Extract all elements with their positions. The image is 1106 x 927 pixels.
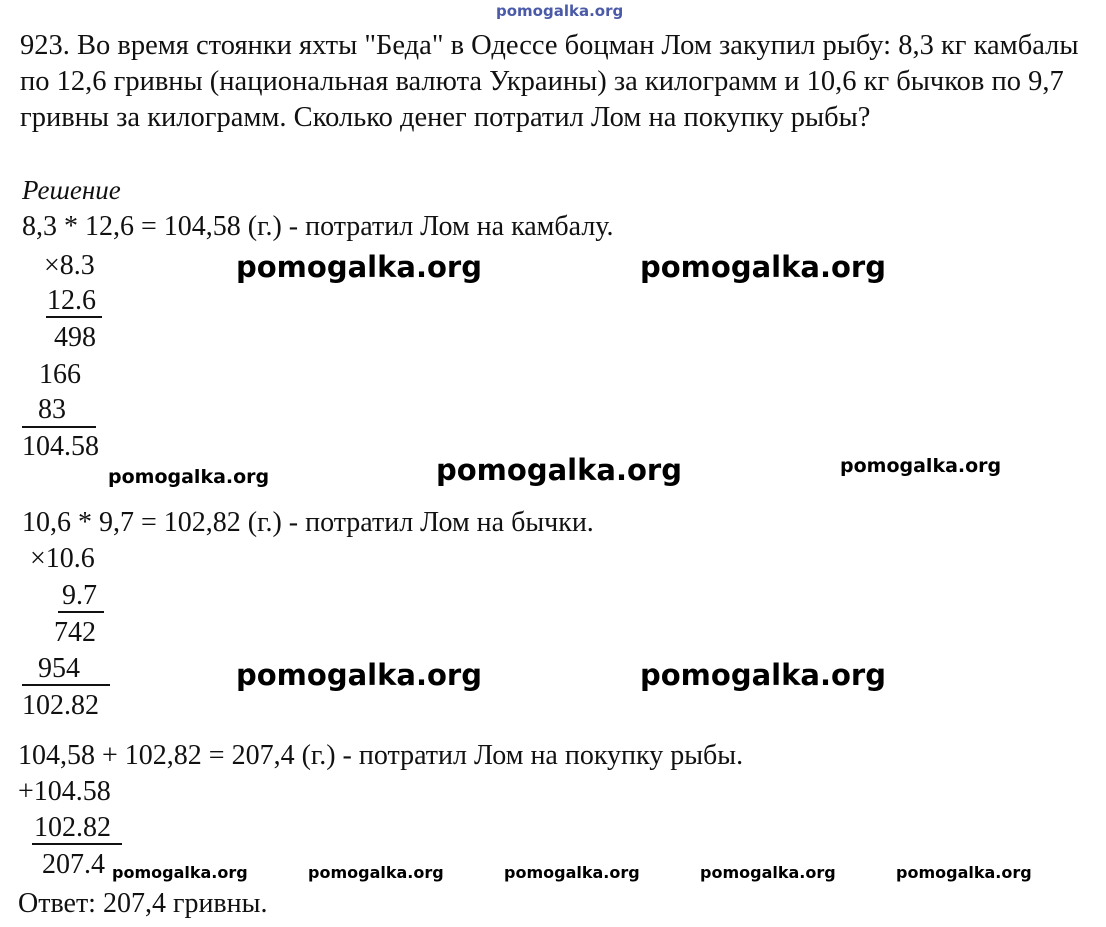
equation-1: 8,3 * 12,6 = 104,58 (г.) - потратил Лом на камбалу. (22, 211, 614, 242)
mult2-factor-a: ×10.6 (30, 543, 95, 574)
mult2-result: 102.82 (22, 690, 99, 721)
watermark: pomogalka.org (236, 250, 482, 284)
mult2-factor-b: 9.7 (62, 580, 97, 611)
mult1-result: 104.58 (22, 431, 99, 462)
watermark: pomogalka.org (640, 250, 886, 284)
add-term-b: 102.82 (34, 812, 111, 843)
watermark: pomogalka.org (236, 658, 482, 692)
watermark: pomogalka.org (840, 455, 1002, 477)
solution-heading: Решение (22, 175, 121, 205)
mult2-line-1 (58, 611, 104, 613)
equation-2: 10,6 * 9,7 = 102,82 (г.) - потратил Лом на бычки. (22, 507, 594, 538)
mult1-factor-b: 12.6 (47, 285, 96, 316)
watermark: pomogalka.org (436, 453, 682, 487)
mult2-line-2 (22, 684, 110, 686)
add-term-a: +104.58 (18, 776, 111, 807)
watermark: pomogalka.org (640, 658, 886, 692)
watermark: pomogalka.org (896, 863, 1032, 882)
mult2-partial-2: 954 (38, 653, 80, 684)
watermark: pomogalka.org (700, 863, 836, 882)
mult1-factor-a: ×8.3 (44, 250, 95, 281)
watermark: pomogalka.org (504, 863, 640, 882)
watermark: pomogalka.org (308, 863, 444, 882)
watermark: pomogalka.org (108, 466, 270, 488)
mult1-line-1 (46, 316, 102, 318)
mult1-partial-1: 498 (54, 322, 96, 353)
watermark: pomogalka.org (112, 863, 248, 882)
mult1-partial-2: 166 (39, 359, 81, 390)
mult1-partial-3: 83 (38, 394, 66, 425)
problem-text: 923. Во время стоянки яхты "Беда" в Одессе боцман Лом закупил рыбу: 8,3 кг камбалы по 12,6 гривны (национальная валюта Украины) за килограмм и 10,6 кг бычков по 9,7 гривны за килограмм. Сколько денег потратил Лом на покупку рыбы? (20, 30, 1079, 133)
equation-3: 104,58 + 102,82 = 207,4 (г.) - потратил Лом на покупку рыбы. (18, 740, 744, 771)
watermark-top: pomogalka.org (496, 2, 624, 20)
mult1-line-2 (22, 426, 96, 428)
answer: Ответ: 207,4 гривны. (18, 888, 268, 919)
add-result: 207.4 (42, 849, 105, 880)
add-line (32, 843, 122, 845)
mult2-partial-1: 742 (54, 617, 96, 648)
